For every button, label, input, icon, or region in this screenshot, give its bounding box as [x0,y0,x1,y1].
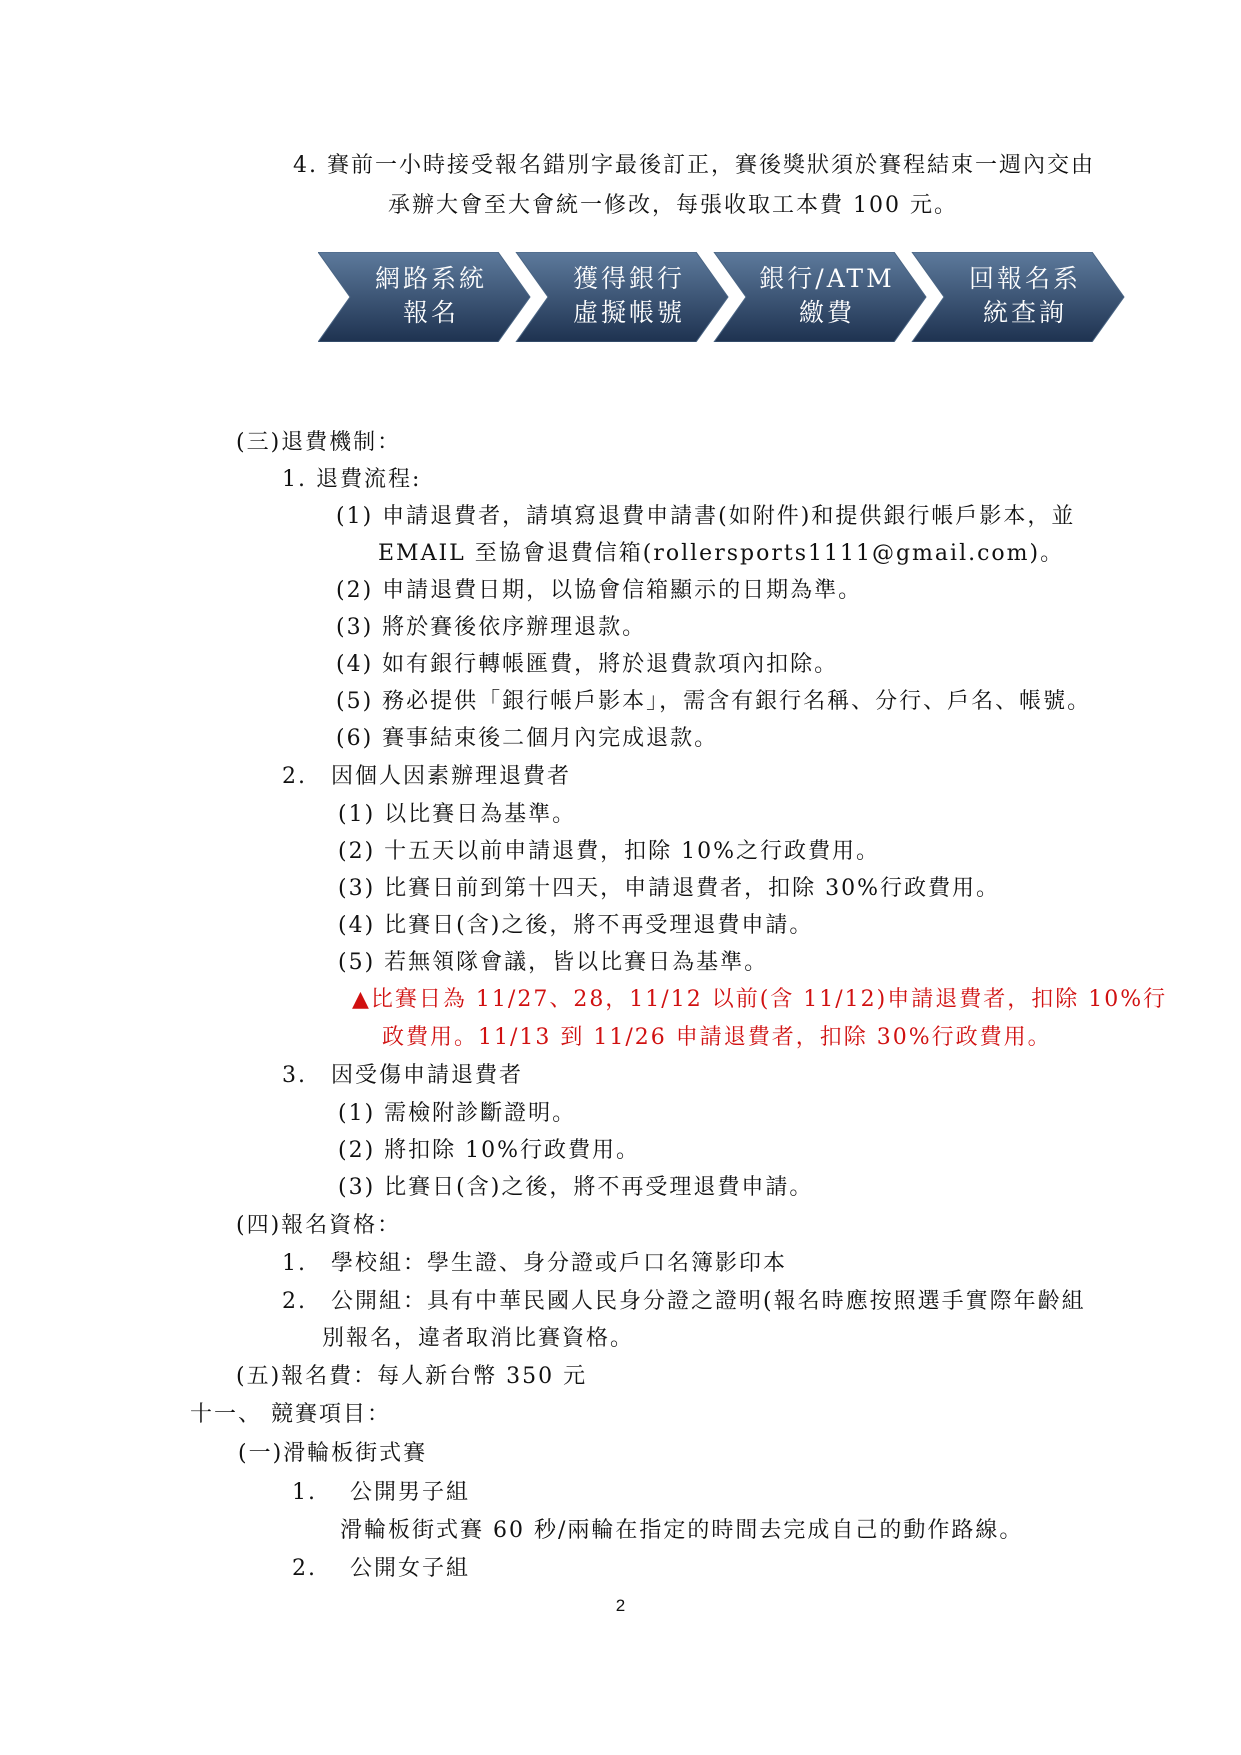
refund-process-heading: 1. 退費流程: [282,467,422,492]
flow-step-2 [544,262,714,330]
refund-r2: (2) 將扣除 10%行政費用。 [338,1138,641,1163]
flow-step-1-line2: 報名 [402,298,459,327]
refund-p4: (4) 如有銀行轉帳匯費，將於退費款項內扣除。 [336,652,839,677]
fee-line: (五)報名費：每人新台幣 350 元 [236,1364,588,1389]
refund-q5: (5) 若無領隊會議，皆以比賽日為基準。 [338,950,769,975]
item4-line2: 承辦大會至大會統一修改，每張收取工本費 100 元。 [388,193,958,218]
flow-step-2-line1: 獲得銀行 [572,264,685,293]
eligibility-e2-line2: 別報名，違者取消比賽資格。 [322,1326,635,1351]
events-heading: 十一、 競賽項目： [190,1402,391,1427]
refund-heading: (三)退費機制： [236,430,402,455]
eligibility-heading: (四)報名資格： [236,1213,402,1238]
refund-p3: (3) 將於賽後依序辦理退款。 [336,615,647,640]
refund-personal-heading: 2. 因個人因素辦理退費者 [282,764,571,789]
refund-p5: (5) 務必提供「銀行帳戶影本」，需含有銀行名稱、分行、戶名、帳號。 [336,689,1092,714]
refund-p6: (6) 賽事結束後二個月內完成退款。 [336,726,719,751]
refund-q4: (4) 比賽日(含)之後，將不再受理退費申請。 [338,913,814,938]
flow-step-4-line2: 統查詢 [982,298,1067,327]
refund-p2: (2) 申請退費日期，以協會信箱顯示的日期為準。 [336,578,863,603]
events-sub1: (一)滑輪板街式賽 [238,1441,428,1466]
refund-injury-heading: 3. 因受傷申請退費者 [282,1063,523,1088]
events-item1-desc: 滑輪板街式賽 60 秒/兩輪在指定的時間去完成自己的動作路線。 [340,1518,1024,1543]
refund-q2: (2) 十五天以前申請退費，扣除 10%之行政費用。 [338,839,881,864]
eligibility-e1: 1. 學校組：學生證、身分證或戶口名簿影印本 [282,1251,787,1276]
refund-note-line2: 政費用。11/13 到 11/26 申請退費者，扣除 30%行政費用。 [382,1025,1052,1050]
flow-step-3 [742,262,912,330]
refund-note-text: 比賽日為 11/27、28，11/12 以前(含 11/12)申請退費者，扣除 10%行 [370,987,1168,1012]
page-number: 2 [615,1596,626,1615]
flow-step-1 [346,262,516,330]
refund-p1-line1: (1) 申請退費者，請填寫退費申請書(如附件)和提供銀行帳戶影本，並 [336,504,1076,529]
warning-triangle-icon: ▲ [352,987,371,1012]
flow-step-3-line2: 繳費 [798,298,855,327]
refund-r1: (1) 需檢附診斷證明。 [338,1101,577,1126]
process-flow [318,252,1138,342]
flow-step-3-line1: 銀行/ATM [759,264,895,293]
eligibility-e2-line1: 2. 公開組：具有中華民國人民身分證之證明(報名時應按照選手實際年齡組 [282,1289,1086,1314]
refund-note-line1 [352,985,1167,1015]
flow-step-4 [940,262,1110,330]
events-item1: 1. 公開男子組 [292,1480,470,1505]
flow-step-4-line1: 回報名系 [968,264,1081,293]
events-item2: 2. 公開女子組 [292,1556,470,1581]
flow-step-1-line1: 網路系統 [374,264,487,293]
refund-p1-line2: EMAIL 至協會退費信箱(rollersports1111@gmail.com)。 [378,541,1065,566]
item4-line1: 4. 賽前一小時接受報名錯別字最後訂正，賽後獎狀須於賽程結束一週內交由 [293,153,1095,178]
refund-q1: (1) 以比賽日為基準。 [338,802,577,827]
refund-q3: (3) 比賽日前到第十四天，申請退費者，扣除 30%行政費用。 [338,876,1001,901]
refund-r3: (3) 比賽日(含)之後，將不再受理退費申請。 [338,1175,814,1200]
flow-step-2-line2: 虛擬帳號 [572,298,685,327]
